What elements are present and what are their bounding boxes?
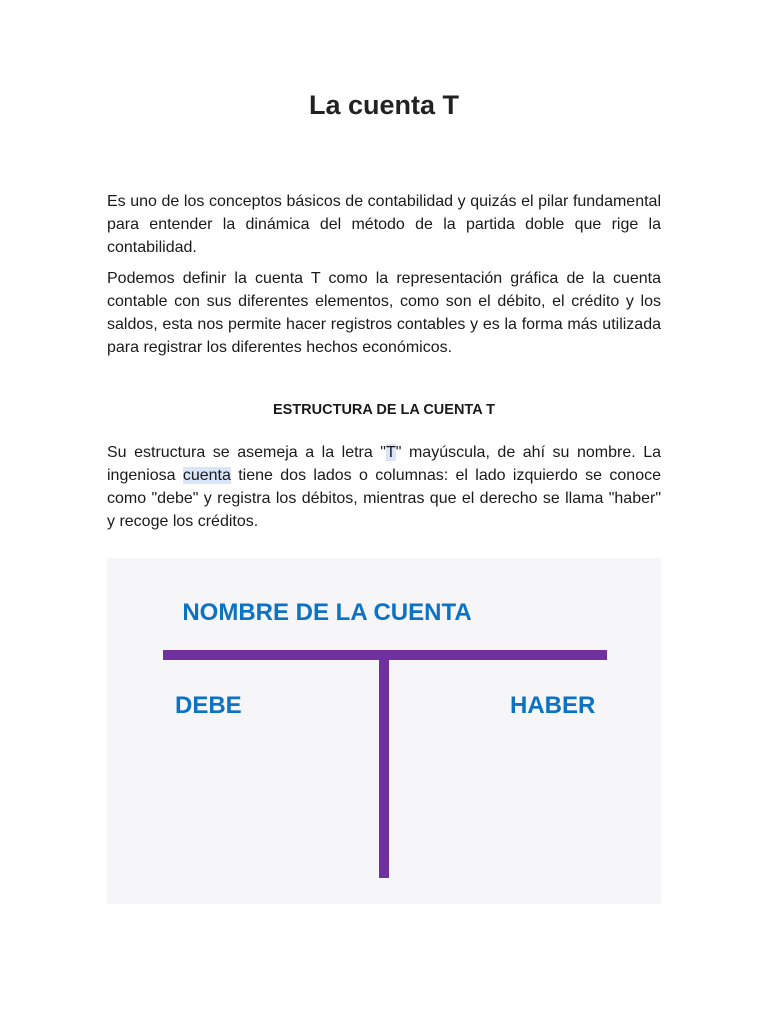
structure-text-1: Su estructura se asemeja a la letra " <box>107 444 386 461</box>
haber-label: HABER <box>510 692 596 719</box>
structure-text-3: tiene dos lados o columnas: el lado izquierdo se conoce como "debe" y registra los débitos, mientras que el derecho se llama "haber" y recoge los créditos. <box>107 467 661 530</box>
debe-label: DEBE <box>175 692 242 719</box>
structure-text-2: " mayúscula, de ahí su nombre. La ingeniosa <box>107 444 662 484</box>
t-account-svg <box>107 558 661 904</box>
t-account-diagram <box>107 558 661 904</box>
highlighted-letter: T <box>385 444 396 461</box>
page-title: La cuenta T <box>308 90 460 120</box>
document-body <box>107 190 661 541</box>
section-heading: ESTRUCTURA DE LA CUENTA T <box>272 402 496 418</box>
highlighted-word: cuenta <box>182 467 231 484</box>
account-name-label: NOMBRE DE LA CUENTA <box>182 599 472 626</box>
intro-paragraph: Es uno de los conceptos básicos de contabilidad y quizás el pilar fundamental para entender la dinámica del método de la partida doble que rige la contabilidad. <box>107 193 661 256</box>
t-vertical-bar <box>379 656 389 878</box>
definition-paragraph: Podemos definir la cuenta T como la representación gráfica de la cuenta contable con sus diferentes elementos, como son el débito, el crédito y los saldos, esta nos permite hacer registros contables y es la forma más utilizada para registrar los diferentes hechos económicos. <box>107 270 661 356</box>
structure-paragraph <box>107 441 661 533</box>
